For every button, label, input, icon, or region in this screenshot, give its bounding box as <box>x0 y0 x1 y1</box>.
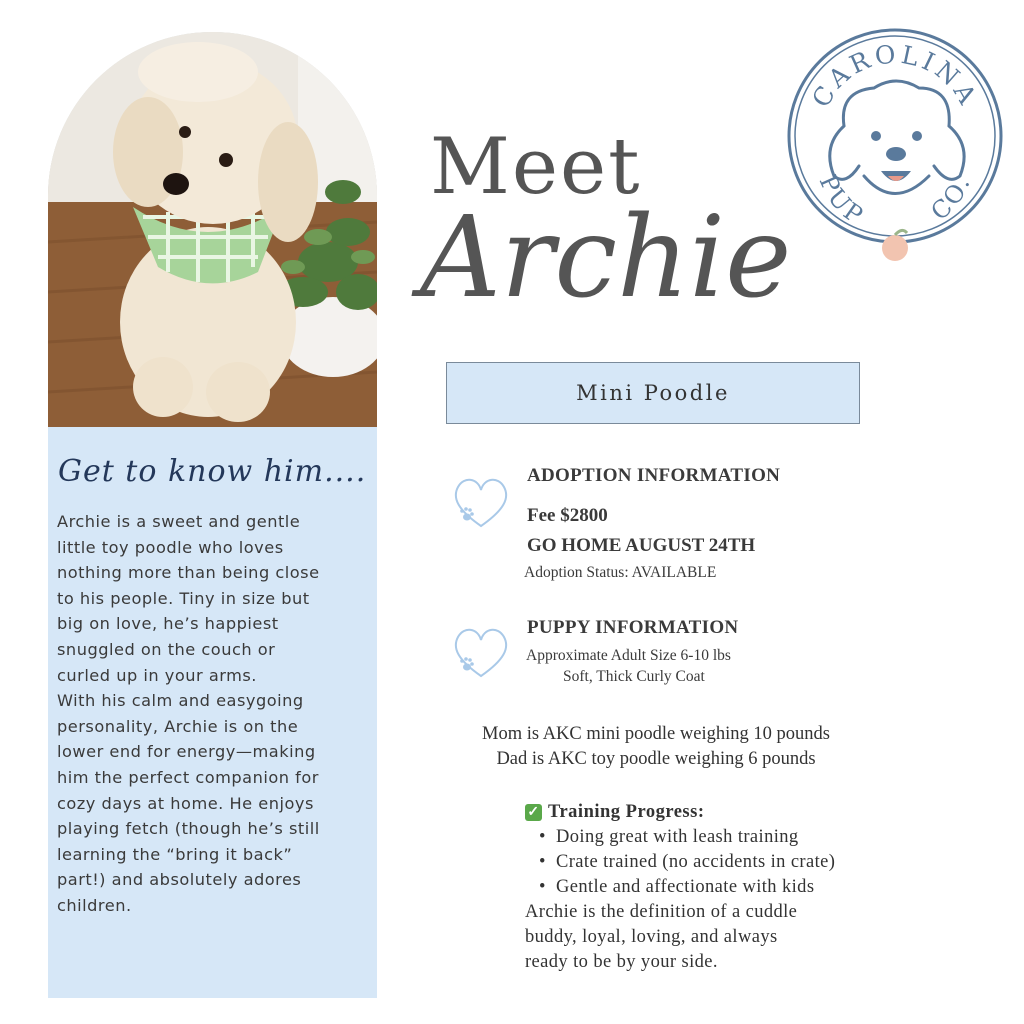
list-item: • Doing great with leash training <box>556 825 895 850</box>
list-item: • Gentle and affectionate with kids <box>556 875 895 900</box>
logo-arc-co: CO. <box>925 170 977 226</box>
adoption-title: ADOPTION INFORMATION <box>527 465 781 486</box>
go-home-date: GO HOME AUGUST 24TH <box>527 535 756 556</box>
mom-info: Mom is AKC mini poodle weighing 10 pounds <box>482 724 830 744</box>
training-closing: Archie is the definition of a cuddle buddy, loyal, loving, and always ready to be by your side. <box>525 902 798 972</box>
checkmark-icon: ✓ <box>525 804 542 821</box>
about-heading: Get to know him.... <box>58 454 367 489</box>
puppy-photo <box>48 32 377 427</box>
training-title: Training Progress: <box>548 802 705 822</box>
heart-paw-icon <box>450 620 512 682</box>
left-panel <box>48 32 377 998</box>
logo-arc-top: CAROLINA <box>806 39 984 113</box>
carolina-pup-co-logo <box>784 26 1006 268</box>
training-heading <box>525 800 895 825</box>
logo-arc-pup: PUP <box>813 170 871 232</box>
training-list <box>525 825 895 900</box>
bio-text: Archie is a sweet and gentle little toy poodle who loves nothing more than being close to his people. Tiny in size but big on love, he’s happiest snuggled on the couch or curled up in your arms. With his calm and easygoing personality, Archie is on the lower end for energy—making him the perfect companion for cozy days at home. He enjoys playing fetch (though he’s still learning the “bring it back” part!) and absolutely adores children. <box>57 512 320 915</box>
adult-size: Approximate Adult Size 6-10 lbs <box>526 647 731 664</box>
title-meet: Meet <box>430 122 642 212</box>
dad-info: Dad is AKC toy poodle weighing 6 pounds <box>496 749 816 769</box>
title-name: Archie <box>420 193 792 323</box>
breed-label: Mini Poodle <box>446 362 860 424</box>
puppy-info-title: PUPPY INFORMATION <box>527 617 739 638</box>
training-section <box>525 800 895 975</box>
list-item: • Crate trained (no accidents in crate) <box>556 850 895 875</box>
coat-type: Soft, Thick Curly Coat <box>563 668 705 685</box>
parents-info <box>440 722 872 772</box>
heart-paw-icon <box>450 470 512 532</box>
adoption-fee: Fee $2800 <box>527 505 608 526</box>
adoption-status: Adoption Status: AVAILABLE <box>524 564 717 581</box>
